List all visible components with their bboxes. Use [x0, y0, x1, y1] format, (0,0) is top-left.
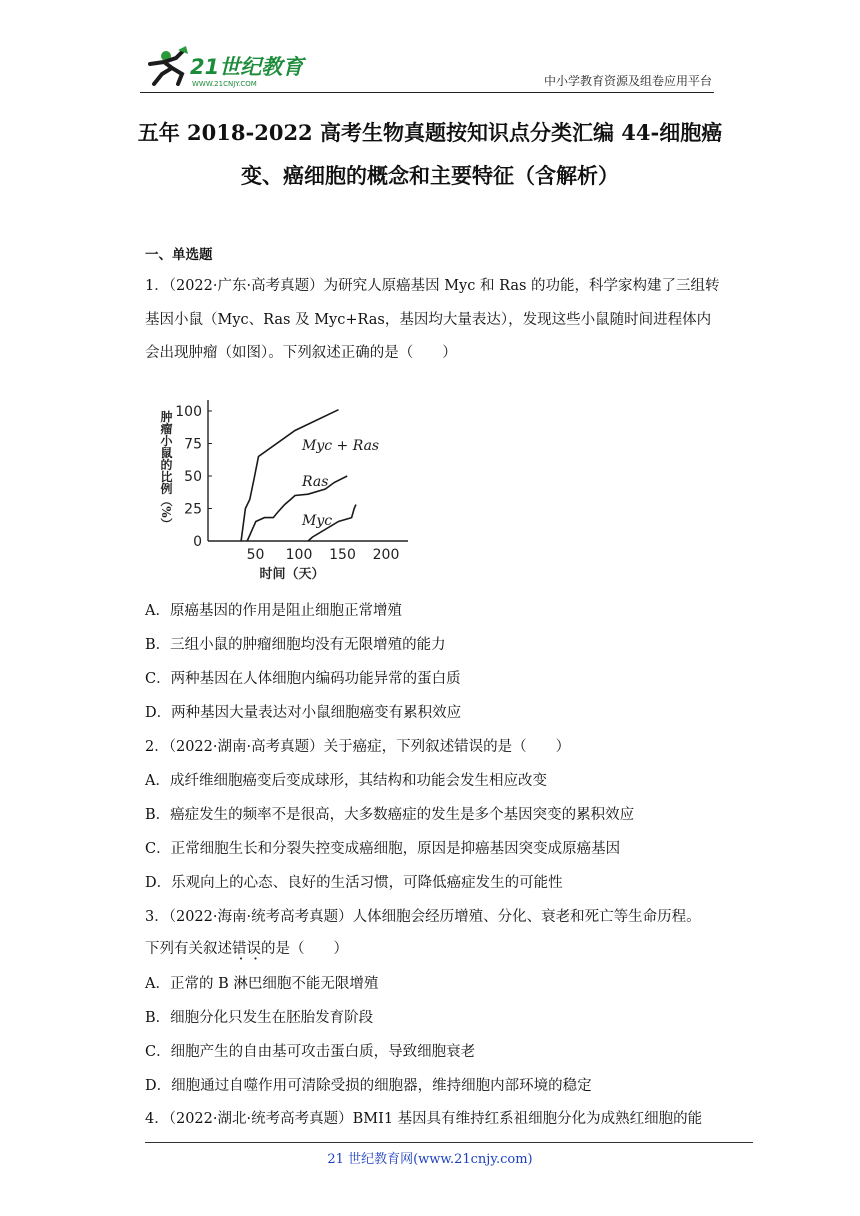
x-tick-label: 200 [372, 547, 400, 563]
q3-option-c[interactable]: C．细胞产生的自由基可攻击蛋白质，导致细胞衰老 [145, 1044, 476, 1060]
section-heading: 一、单选题 [145, 247, 213, 263]
q3-option-b[interactable]: B．细胞分化只发生在胚胎发育阶段 [145, 1010, 374, 1026]
q1-option-a[interactable]: A．原癌基因的作用是阻止细胞正常增殖 [145, 603, 402, 619]
q1-option-b[interactable]: B．三组小鼠的肿瘤细胞均没有无限增殖的能力 [145, 637, 446, 653]
q2-option-b[interactable]: B．癌症发生的频率不是很高，大多数癌症的发生是多个基因突变的累积效应 [145, 807, 635, 823]
q1-option-d[interactable]: D．两种基因大量表达对小鼠细胞癌变有累积效应 [145, 705, 462, 721]
platform-label: 中小学教育资源及组卷应用平台 [543, 74, 712, 88]
q1-stem-line3: 会出现肿瘤（如图）。下列叙述正确的是（ ） [145, 345, 457, 361]
q1-stem-line1: 1．（2022·广东·高考真题）为研究人原癌基因 Myc 和 Ras 的功能，科学家构建了三组转 [145, 278, 720, 294]
q2-option-d[interactable]: D．乐观向上的心态、良好的生活习惯，可降低癌症发生的可能性 [145, 875, 563, 891]
runner-icon [150, 46, 188, 84]
tumor-chart [150, 388, 420, 588]
logo-text: 21世纪教育 [190, 55, 304, 79]
q2-stem: 2．（2022·湖南·高考真题）关于癌症，下列叙述错误的是（ ） [145, 739, 571, 755]
x-tick-label: 150 [329, 547, 356, 563]
x-tick-label: 100 [285, 547, 313, 563]
y-tick-label: 0 [193, 534, 202, 550]
y-tick-label: 25 [184, 501, 202, 518]
q3-stem-pre: 下列有关叙述 [145, 941, 232, 957]
q3-stem-post: 的是（ ） [261, 941, 348, 957]
header-rule [140, 92, 714, 93]
emphasis-char: 错 [232, 941, 247, 957]
site-logo [142, 44, 312, 92]
doc-title-line2: 变、癌细胞的概念和主要特征（含解析） [241, 163, 619, 188]
q2-option-a[interactable]: A．成纤维细胞癌变后变成球形，其结构和功能会发生相应改变 [145, 773, 547, 789]
q3-stem-line1: 3．（2022·海南·统考高考真题）人体细胞会经历增殖、分化、衰老和死亡等生命历程。 [145, 909, 701, 925]
q1-option-c[interactable]: C．两种基因在人体细胞内编码功能异常的蛋白质 [145, 671, 461, 687]
x-axis-label: 时间（天） [259, 567, 325, 582]
q4-stem-line1: 4．（2022·湖北·统考高考真题）BMI1 基因具有维持红系祖细胞分化为成熟红细胞的能 [145, 1111, 703, 1127]
series-label-2: Myc [302, 513, 333, 529]
x-tick-label: 50 [246, 547, 265, 563]
series-line-1 [247, 476, 347, 541]
y-axis-label: 肿瘤小鼠的比例（%） [159, 410, 173, 530]
q3-option-a[interactable]: A．正常的 B 淋巴细胞不能无限增殖 [145, 976, 379, 992]
y-tick-label: 75 [184, 436, 202, 453]
y-tick-label: 50 [184, 469, 202, 485]
series-label-0: Myc + Ras [302, 438, 380, 454]
y-tick-label: 100 [175, 404, 202, 420]
emphasis-char: 误 [246, 941, 261, 957]
series-label-1: Ras [302, 474, 329, 490]
q3-stem-line2 [145, 939, 348, 959]
footer-rule [145, 1142, 753, 1143]
q3-option-d[interactable]: D．细胞通过自噬作用可清除受损的细胞器，维持细胞内部环境的稳定 [145, 1078, 592, 1094]
footer-link[interactable]: 21 世纪教育网(www.21cnjy.com) [327, 1152, 533, 1167]
logo-url: WWW.21CNJY.COM [192, 80, 257, 88]
q1-stem-line2: 基因小鼠（Myc、Ras 及 Myc+Ras，基因均大量表达），发现这些小鼠随时间进程体内 [145, 312, 712, 328]
doc-title-line1: 五年 2018-2022 高考生物真题按知识点分类汇编 44-细胞癌 [137, 120, 723, 145]
q2-option-c[interactable]: C．正常细胞生长和分裂失控变成癌细胞，原因是抑癌基因突变成原癌基因 [145, 841, 621, 857]
